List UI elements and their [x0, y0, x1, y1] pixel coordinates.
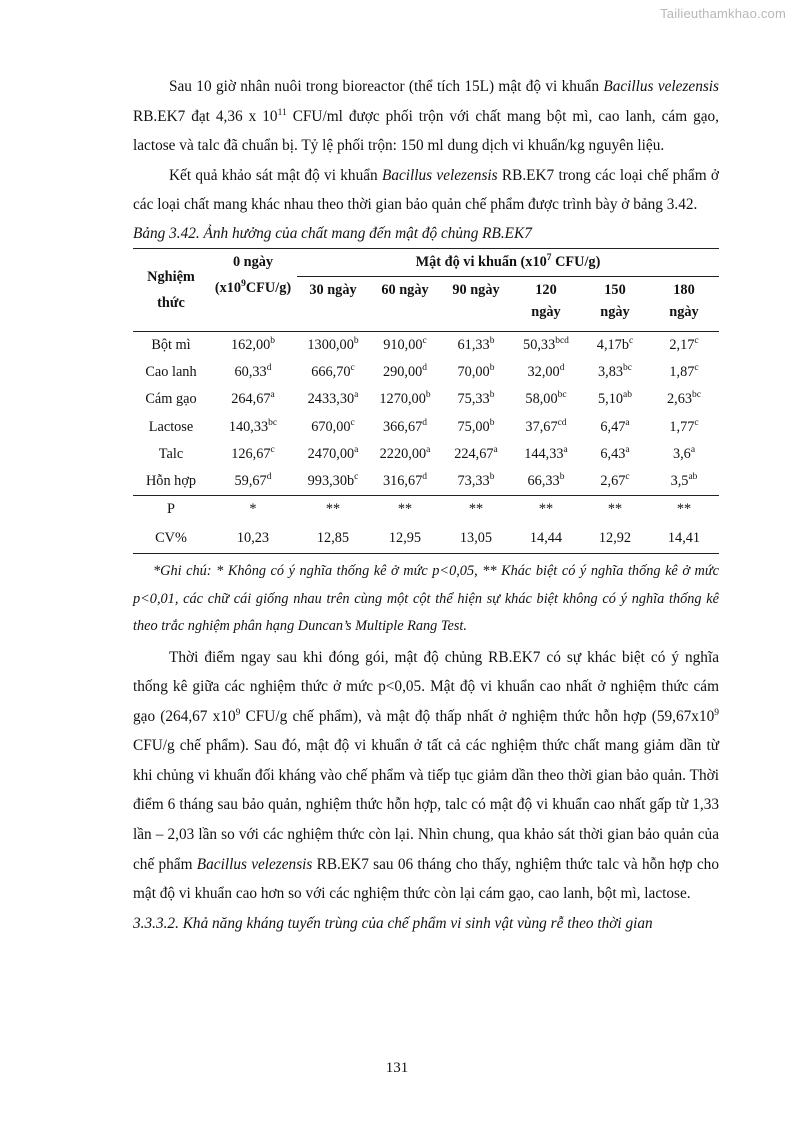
table-cell: 66,33$^b$	[527, 472, 565, 489]
table-cell: 144,33$^a$	[524, 445, 568, 462]
paragraph-intro	[133, 72, 719, 161]
table-cell: 75,00$^b$	[457, 417, 495, 435]
row-treatment-name: Lactose	[148, 418, 194, 435]
table-cell: 2,17$^c$	[669, 336, 699, 354]
table-cell: 3,83$^{bc}$	[598, 363, 632, 381]
table-cell: 75,33$^b$	[457, 390, 495, 408]
page-content	[133, 72, 719, 938]
table-cell: 290,00$^d$	[382, 363, 428, 381]
table-cell: 670,00$^c$	[311, 417, 355, 435]
table-cell: 2220,00$^a$	[379, 445, 431, 462]
table-cell: 162,00$^b$	[230, 336, 276, 354]
exponent: 9	[714, 707, 719, 718]
table-cell: 5,10$^{ab}$	[598, 390, 632, 408]
text-span: Sau 10 giờ nhân nuôi trong bioreactor (thể tích 15L) mật độ vi khuẩn	[169, 78, 604, 95]
table-cell: *	[209, 496, 297, 524]
table-cell: 366,67$^d$	[382, 417, 428, 435]
header-day-30: 30 ngày	[309, 281, 357, 298]
row-treatment-name: Talc	[158, 445, 184, 462]
table-cell: 10,23	[209, 523, 297, 554]
text-span: CFU/g chế phẩm), và mật độ thấp nhất ở nghiệm thức hỗn hợp (59,67x10	[240, 707, 715, 725]
table-cell: 3,6$^a$	[672, 445, 696, 462]
paragraph-discussion	[133, 643, 719, 909]
section-heading: 3.3.3.2. Khả năng kháng tuyến trùng của chế phẩm vi sinh vật vùng rễ theo thời gian	[133, 914, 653, 932]
text-span: Thời điểm ngay sau khi đóng gói, mật độ chủng RB.EK7 có sự khác biệt có ý nghĩa thống kê giữa các nghiệm thức ở mức p<0,05. Mật độ vi khuẩn cao nhất ở nghiệm thức cám gạo (264,67 x10	[133, 648, 719, 725]
table-cell: 12,95	[369, 523, 441, 554]
table-cell: 32,00$^d$	[527, 363, 565, 381]
row-stat-name: CV%	[133, 523, 209, 554]
table-cell: 2433,30$^a$	[307, 390, 359, 408]
table-body	[133, 331, 719, 553]
row-stat-name: P	[133, 496, 209, 524]
table-row-p	[133, 496, 719, 524]
table-cell: **	[369, 496, 441, 524]
table-cell: $4,17b^c$	[596, 336, 634, 354]
table-cell: 60,33$^d$	[234, 363, 272, 381]
table-cell: 910,00$^c$	[383, 336, 427, 354]
table-cell: 264,67$^a$	[231, 390, 275, 408]
table-row	[133, 359, 719, 386]
header-day-60: 60 ngày	[381, 281, 429, 298]
header-day-180: 180	[673, 281, 695, 298]
exponent: 11	[277, 107, 287, 118]
header-day-90: 90 ngày	[452, 281, 500, 298]
header-density-group: Mật độ vi khuẩn ($x10^7$ CFU/g)	[297, 248, 719, 276]
header-day-180-unit: ngày	[669, 303, 699, 320]
table-row	[133, 414, 719, 441]
header-day0-unit: $(x10^9CFU/g)$	[214, 279, 292, 297]
row-treatment-name: Bột mì	[151, 337, 191, 354]
table-row	[133, 386, 719, 413]
table-cell: 126,67$^c$	[231, 445, 275, 462]
text-span: RB.EK7 trong các loại chế phẩm ở các loại chất mang khác nhau theo thời gian bảo quản chế phẩm được trình bày ở bảng 3.42.	[133, 166, 720, 214]
species-name: Bacillus velezensis	[196, 855, 313, 873]
table-cell: 6,47$^a$	[600, 417, 630, 435]
text-span: RB.EK7 đạt 4,36 x 10	[133, 107, 278, 125]
table-cell: 1,77$^c$	[669, 417, 699, 435]
header-day-150-unit: ngày	[600, 303, 630, 320]
table-cell: 61,33$^b$	[457, 336, 495, 354]
table-cell: 14,41	[649, 523, 719, 554]
header-day-150: 150	[604, 281, 626, 298]
paragraph-results	[133, 161, 719, 220]
header-day-120-unit: ngày	[531, 303, 561, 320]
table-cell: 224,67$^a$	[454, 445, 498, 462]
table-cell: 70,00$^b$	[457, 363, 495, 381]
table-cell: 73,33$^b$	[457, 472, 495, 489]
table-cell: 50,33$^{bcd}$	[523, 336, 569, 354]
table-cell: 1270,00$^b$	[379, 390, 431, 408]
text-span: Kết quả khảo sát mật độ vi khuẩn	[169, 166, 382, 184]
table-cell: 14,44	[511, 523, 581, 554]
table-cell: **	[649, 496, 719, 524]
table-row	[133, 468, 719, 496]
table-cell: 37,67$^{cd}$	[525, 417, 567, 435]
table-cell: 140,33$^{bc}$	[228, 417, 278, 435]
species-name: Bacillus velezensis	[381, 166, 498, 184]
table-note: *Ghi chú: * Không có ý nghĩa thống kê ở mức p<0,05, ** Khác biệt có ý nghĩa thống kê ở mức p<0,01, các chữ cái giống nhau trên cùng một cột thể hiện sự khác biệt không có ý nghĩa thống kê theo trắc nghiệm phân hạng Duncan’s Multiple Rang Test.	[133, 563, 720, 635]
table-cell: 13,05	[441, 523, 511, 554]
row-treatment-name: Cám gạo	[145, 391, 197, 408]
table-caption: Bảng 3.42. Ảnh hưởng của chất mang đến mật độ chủng RB.EK7	[133, 224, 532, 242]
table-row-cv	[133, 523, 719, 554]
table-cell: 2,63$^{bc}$	[667, 390, 701, 408]
header-treatment: Nghiệm thức	[133, 248, 209, 331]
table-cell: 6,43$^a$	[600, 445, 630, 462]
table-cell: 58,00$^{bc}$	[525, 390, 567, 408]
text-span: RB.EK7 sau 06 tháng cho thấy, nghiệm thức talc và hỗn hợp cho mật độ vi khuẩn cao hơn so với các nghiệm thức còn lại cám gạo, cao lanh, bột mì, lactose.	[133, 855, 719, 903]
table-cell: 59,67$^d$	[234, 472, 272, 489]
table-cell: 12,92	[581, 523, 649, 554]
table-cell: 316,67$^d$	[382, 472, 428, 489]
table-row	[133, 441, 719, 468]
watermark: Tailieuthamkhao.com	[660, 6, 786, 21]
row-treatment-name: Hỗn hợp	[145, 473, 197, 489]
table-cell: **	[581, 496, 649, 524]
table-cell: 1300,00$^b$	[307, 336, 359, 354]
table-row	[133, 331, 719, 359]
table-cell: 3,5$^{ab}$	[670, 472, 698, 489]
table-cell: 666,70$^c$	[311, 363, 355, 381]
header-day0: 0 ngày	[209, 248, 297, 276]
text-span: CFU/g chế phẩm). Sau đó, mật độ vi khuẩn ở tất cả các nghiệm thức chất mang giảm dần từ khi chủng vi khuẩn đối kháng vào chế phẩm và tiếp tục giảm dần theo thời gian bảo quản. Thời điểm 6 tháng sau bảo quản, nghiệm thức hỗn hợp, talc có mật độ vi khuẩn cao nhất gấp từ 1,33 lần – 2,03 lần so với các nghiệm thức còn lại. Nhìn chung, qua khảo sát thời gian bảo quản của chế phẩm	[133, 737, 719, 873]
exponent: 9	[235, 707, 241, 718]
text-span: CFU/ml được phối trộn với chất mang bột mì, cao lanh, cám gạo, lactose và talc đã chuẩn bị. Tỷ lệ phối trộn: 150 ml dung dịch vi khuẩn/kg nguyên liệu.	[133, 107, 719, 155]
table-cell: 1,87$^c$	[669, 363, 699, 381]
table-cell: $993,30b^c$	[307, 472, 359, 489]
header-day-120: 120	[535, 281, 557, 298]
table-cell: **	[297, 496, 369, 524]
page-number: 131	[385, 1060, 409, 1076]
results-table	[133, 248, 719, 554]
table-cell: 2470,00$^a$	[307, 445, 359, 462]
species-name: Bacillus velezensis	[603, 78, 719, 95]
table-cell: **	[441, 496, 511, 524]
table-cell: **	[511, 496, 581, 524]
table-cell: 12,85	[297, 523, 369, 554]
table-cell: 2,67$^c$	[600, 472, 630, 489]
row-treatment-name: Cao lanh	[145, 364, 197, 381]
